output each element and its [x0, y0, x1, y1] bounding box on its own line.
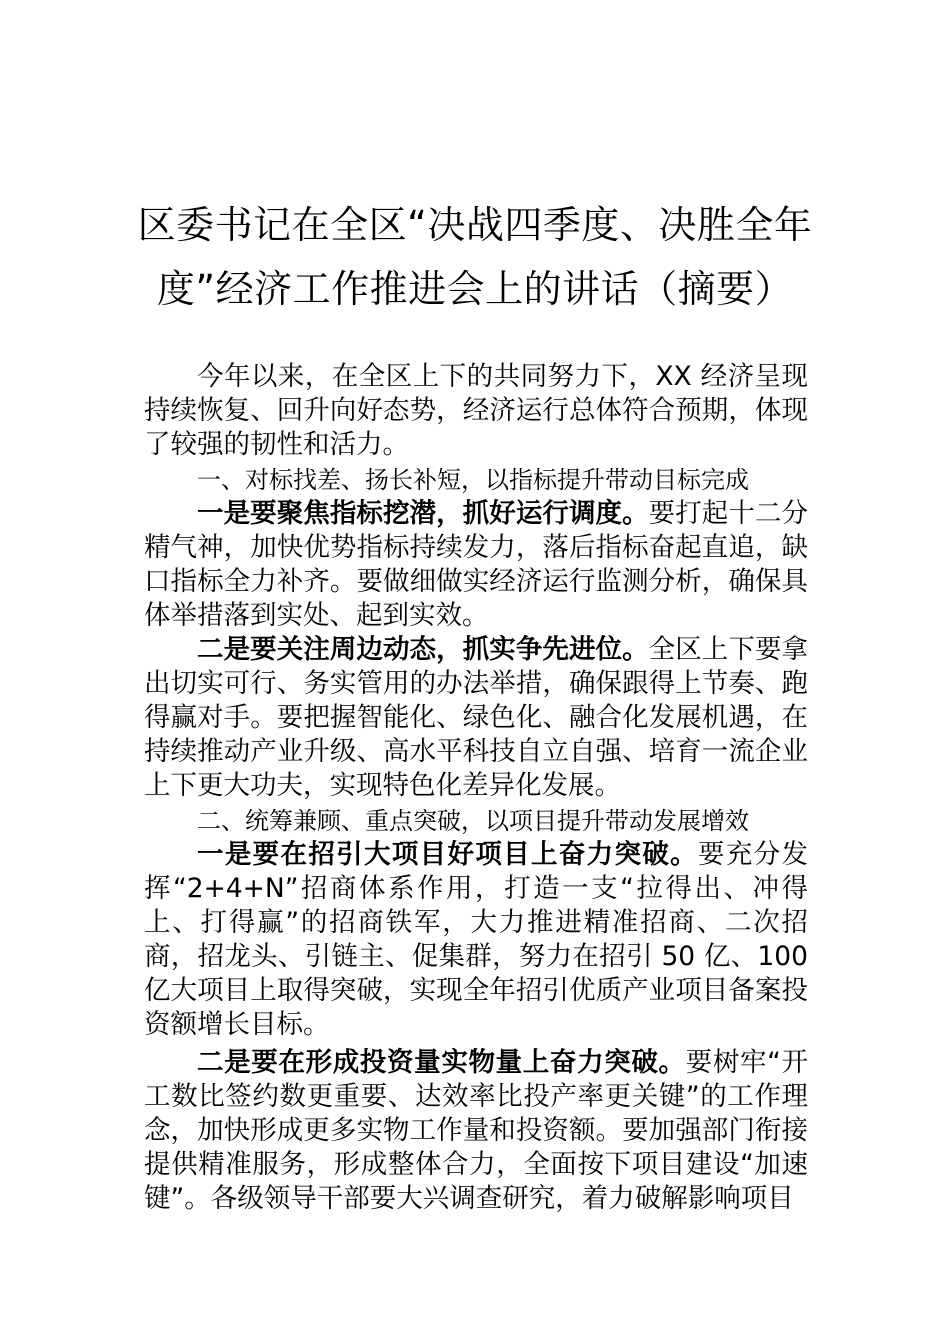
paragraph-lead: 一是要聚焦指标挖潜，抓好运行调度。: [197, 498, 649, 529]
paragraph-text: 今年以来，在全区上下的共同努力下，XX 经济呈现持续恢复、回升向好态势，经济运行总体符合预期，体现了较强的韧性和活力。: [144, 361, 808, 460]
title-line-2: 度”经济工作推进会上的讲话（摘要）: [156, 267, 794, 311]
paragraph-lead: 二是要在形成投资量实物量上奋力突破。: [197, 1047, 686, 1078]
paragraph-text: 要充分发挥“2+4+N”招商体系作用，打造一支“拉得出、冲得上、打得赢”的招商铁军，大力推进精准招商、二次招商，招龙头、引链主、促集群，努力在招引 50 亿、100 亿大项目上取得突破，实现全年招引优质产业项目备案投资额增长目标。: [144, 839, 809, 1040]
document-body: [144, 360, 808, 1216]
paragraph-intro: [144, 360, 808, 462]
section-heading-2: [144, 804, 808, 838]
paragraph-lead: 二是要关注周边动态，抓实争先进位。: [197, 634, 649, 665]
paragraph-text: 要树牢“开工数比签约数更重要、达效率比投产率更关键”的工作理念，加快形成更多实物工作量和投资额。要加强部门衔接提供精准服务，形成整体合力，全面按下项目建设“加速键”。各级领导干部要大兴调查研究，着力破解影响项目: [144, 1047, 808, 1214]
paragraph-2-2: [144, 1046, 808, 1216]
document-title: [130, 193, 820, 321]
section-heading-1: [144, 463, 808, 497]
paragraph-1-1: [144, 497, 808, 633]
section-heading-text: 二、统筹兼顾、重点突破，以项目提升带动发展增效: [197, 807, 749, 835]
paragraph-text: 全区上下要拿出切实可行、务实管用的办法举措，确保跟得上节奏、跑得赢对手。要把握智能化、绿色化、融合化发展机遇，在持续推动产业升级、高水平科技自立自强、培育一流企业上下更大功夫，实现特色化差异化发展。: [144, 634, 809, 801]
paragraph-lead: 一是要在招引大项目好项目上奋力突破。: [197, 839, 698, 870]
title-line-1: 区委书记在全区“决战四季度、决胜全年: [137, 203, 813, 247]
paragraph-text: 要打起十二分精气神，加快优势指标持续发力，落后指标奋起直追，缺口指标全力补齐。要做细做实经济运行监测分析，确保具体举措落到实处、起到实效。: [144, 498, 809, 631]
section-heading-text: 一、对标找差、扬长补短，以指标提升带动目标完成: [197, 466, 749, 494]
paragraph-1-2: [144, 633, 808, 803]
paragraph-2-1: [144, 838, 808, 1042]
